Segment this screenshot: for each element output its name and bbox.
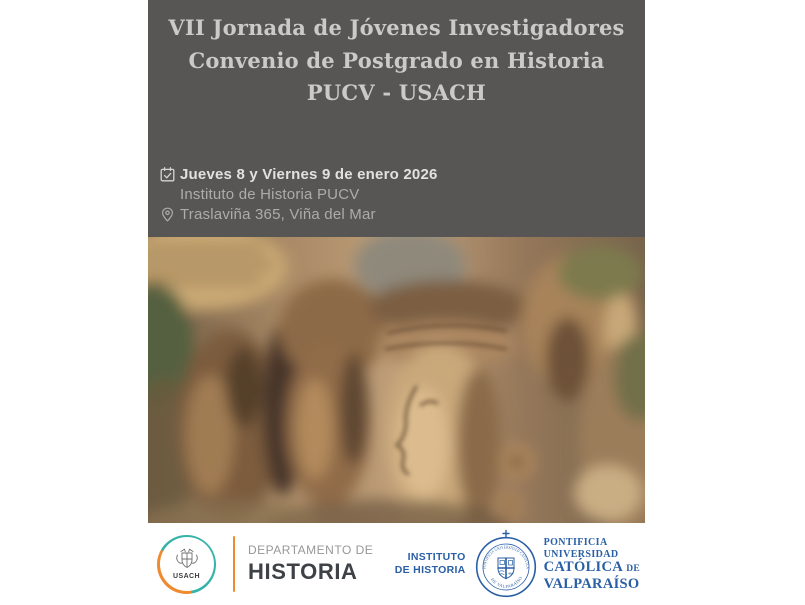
address-row <box>160 204 438 224</box>
department-line-2: HISTORIA <box>248 559 358 584</box>
instituto-line-2: DE HISTORIA <box>394 564 466 576</box>
poster-footer <box>148 523 645 605</box>
usach-logo-inner <box>160 537 214 591</box>
pucv-wordmark <box>544 537 640 591</box>
pucv-line-2: UNIVERSIDAD <box>543 548 619 560</box>
title-line-2: Convenio de Postgrado en Historia <box>188 47 605 73</box>
seal-center-text: 666 <box>508 571 513 576</box>
instituto-line-1: INSTITUTO <box>407 551 466 563</box>
stone-carving-illustration <box>148 237 645 523</box>
venue-row <box>160 184 438 204</box>
pucv-de: DE <box>626 564 640 574</box>
svg-text:666 <box>508 572 513 576</box>
title-line-3: PUCV - USACH <box>306 80 487 105</box>
event-poster <box>148 0 645 605</box>
pucv-seal-icon <box>475 529 537 599</box>
footer-divider <box>233 536 235 592</box>
stone-carving-photo <box>148 237 645 523</box>
location-pin-icon <box>160 207 175 222</box>
instituto-wordmark <box>395 551 466 577</box>
department-wordmark <box>248 543 373 585</box>
date-row <box>160 164 438 184</box>
usach-logo-label: USACH <box>173 573 200 580</box>
usach-crest-icon <box>174 548 200 572</box>
pucv-line-1: PONTIFICIA <box>543 537 608 548</box>
pucv-line-4: VALPARAÍSO <box>543 575 640 592</box>
event-date: Jueves 8 y Viernes 9 de enero 2026 <box>180 165 438 183</box>
department-line-1: DEPARTAMENTO DE <box>248 543 374 557</box>
event-address: Traslaviña 365, Viña del Mar <box>180 205 376 223</box>
poster-title <box>148 0 645 110</box>
seal-ring-top-text: PONTIFICIA UNIVERSIDAD CATÓLICA <box>481 544 531 570</box>
pucv-line-3 <box>544 560 640 577</box>
pucv-institute-logo <box>395 529 640 599</box>
seal-ring-bottom-text: DE VALPARAÍSO <box>489 575 523 589</box>
usach-department-logo <box>157 535 373 594</box>
event-venue: Instituto de Historia PUCV <box>180 185 360 203</box>
title-line-1: VII Jornada de Jóvenes Investigadores <box>168 15 625 40</box>
calendar-check-icon <box>160 167 175 182</box>
event-details <box>160 164 438 224</box>
pucv-catolica: CATÓLICA <box>543 559 623 575</box>
poster-header <box>148 0 645 237</box>
usach-logo <box>157 535 216 594</box>
